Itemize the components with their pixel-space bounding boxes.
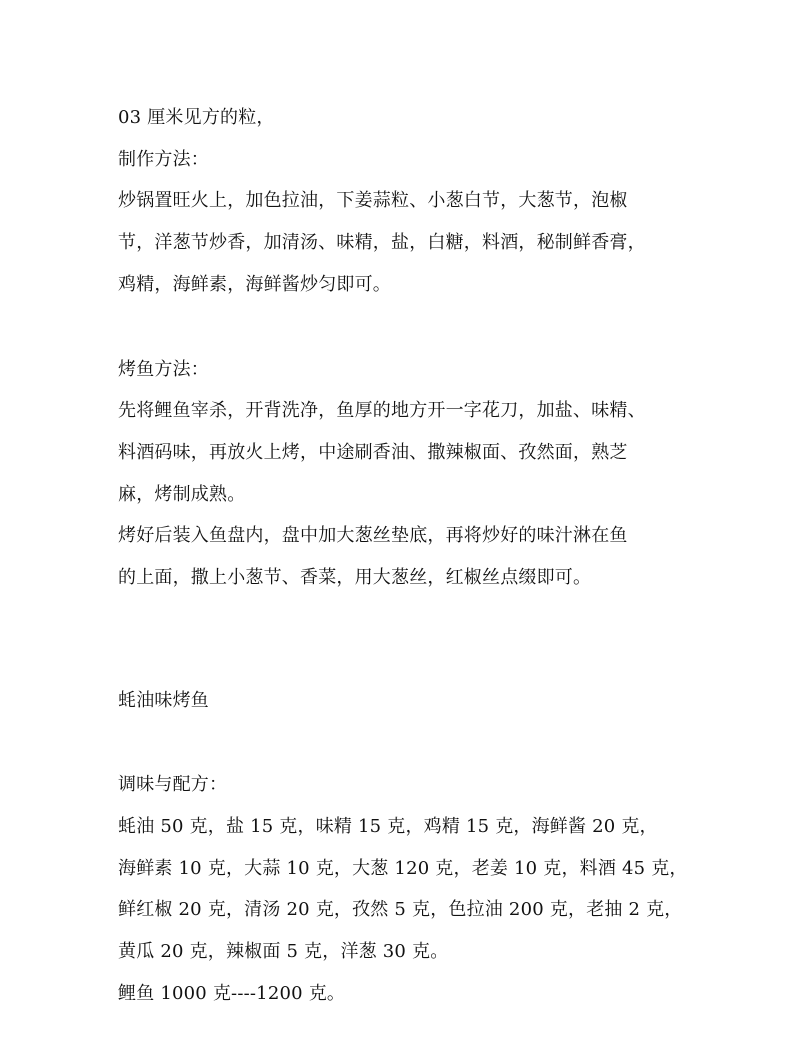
- text-line: 料酒码味，再放火上烤，中途刷香油、撒辣椒面、孜然面，熟芝: [118, 442, 628, 463]
- recipe-title: 蚝油味烤鱼: [118, 690, 209, 711]
- text-line: 先将鲤鱼宰杀，开背洗净，鱼厚的地方开一字花刀，加盐、味精、: [118, 400, 646, 421]
- section-heading-seasoning: 调味与配方：: [118, 774, 228, 795]
- text-line: 蚝油 50 克，盐 15 克，味精 15 克，鸡精 15 克，海鲜酱 20 克，: [118, 816, 658, 837]
- text-line: 黄瓜 20 克，辣椒面 5 克，洋葱 30 克。: [118, 941, 449, 962]
- section-heading-grill-method: 烤鱼方法：: [118, 359, 209, 380]
- text-line: 鲤鱼 1000 克----1200 克。: [118, 983, 346, 1004]
- text-line: 鲜红椒 20 克，清汤 20 克，孜然 5 克，色拉油 200 克，老抽 2 克，: [118, 899, 683, 920]
- section-heading-method: 制作方法：: [118, 149, 209, 170]
- text-line: 炒锅置旺火上，加色拉油，下姜蒜粒、小葱白节，大葱节，泡椒: [118, 190, 628, 211]
- text-line: 鸡精，海鲜素，海鲜酱炒匀即可。: [118, 274, 391, 295]
- text-line-size: 03 厘米见方的粒，: [118, 107, 275, 128]
- text-line: 节，洋葱节炒香，加清汤、味精，盐，白糖，料酒，秘制鲜香膏，: [118, 232, 646, 253]
- text-line: 海鲜素 10 克，大蒜 10 克，大葱 120 克，老姜 10 克，料酒 45 克，: [118, 858, 688, 879]
- text-line: 烤好后装入鱼盘内，盘中加大葱丝垫底，再将炒好的味汁淋在鱼: [118, 525, 628, 546]
- text-line: 麻，烤制成熟。: [118, 484, 246, 505]
- text-line: 的上面，撒上小葱节、香菜，用大葱丝，红椒丝点缀即可。: [118, 567, 592, 588]
